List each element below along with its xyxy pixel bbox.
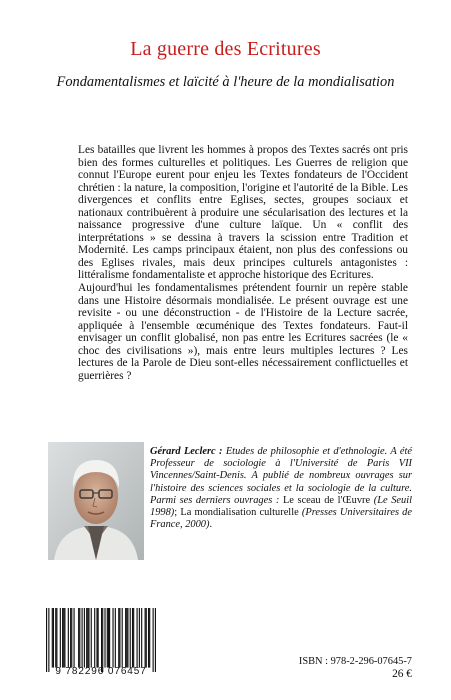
barcode-bar [130, 608, 131, 668]
isbn-barcode [46, 608, 156, 672]
barcode-bar [126, 608, 127, 668]
barcode-bar [64, 608, 65, 668]
barcode-bar [88, 608, 89, 668]
barcode-bar [125, 608, 126, 668]
author-bio-separator: ; [174, 507, 181, 519]
barcode-bar [60, 608, 61, 668]
barcode-bar [98, 608, 99, 668]
barcode-bar [122, 608, 123, 668]
barcode-bar [112, 608, 113, 668]
barcode-bar [87, 608, 88, 668]
barcode-bar [133, 608, 134, 668]
barcode-bar [127, 608, 128, 668]
barcode-bar [101, 608, 102, 672]
barcode-bar [145, 608, 146, 668]
barcode-bar [70, 608, 71, 668]
barcode-bar [139, 608, 140, 668]
barcode-bar [107, 608, 108, 668]
barcode-bar [86, 608, 87, 668]
barcode-bar [153, 608, 154, 672]
barcode-bar [118, 608, 119, 668]
barcode-bar [149, 608, 150, 668]
barcode-bar [108, 608, 109, 668]
barcode-bar [52, 608, 53, 668]
barcode-digits: 9 782296 076457 [55, 666, 147, 677]
author-biography [150, 446, 412, 531]
author-work-1-publisher: (Le Seuil 1998) [150, 494, 412, 519]
barcode-bar [102, 608, 103, 672]
barcode-bar [119, 608, 120, 668]
barcode-bar [94, 608, 95, 668]
barcode-bar [62, 608, 63, 668]
barcode-bar [46, 608, 47, 672]
barcode-bar [84, 608, 85, 668]
back-cover-summary [78, 144, 408, 382]
author-bio-end: . [209, 519, 213, 531]
author-work-2-publisher: (Presses Universitaires de France, 2000) [150, 507, 412, 531]
barcode-bar [104, 608, 105, 668]
barcode-bar [137, 608, 138, 668]
barcode-bar [82, 608, 83, 668]
barcode-bar [48, 608, 49, 672]
barcode-bar [132, 608, 133, 668]
author-portrait-image [48, 442, 144, 560]
barcode-bar [53, 608, 54, 668]
barcode-bar [74, 608, 75, 668]
barcode-bar [78, 608, 79, 668]
barcode-bar [148, 608, 149, 668]
author-photo [48, 442, 144, 560]
barcode-bar [68, 608, 69, 668]
book-title: La guerre des Ecritures [130, 38, 321, 60]
barcode-bar [141, 608, 142, 668]
barcode-bar [96, 608, 97, 668]
author-name: Gérard Leclerc : [150, 446, 223, 457]
barcode-bar [79, 608, 80, 668]
author-work-2: La mondialisation culturelle [180, 507, 299, 519]
isbn-number: ISBN : 978-2-296-07645-7 [298, 656, 412, 667]
barcode-bar [115, 608, 116, 668]
barcode-bar [109, 608, 110, 668]
barcode-bar [91, 608, 92, 668]
author-bio-text: Etudes de philosophie et d'ethnologie. A été Professeur de sociologie à l'Université de Paris VII Vincennes/Saint-Denis. A publié de nombreux ouvrages sur l'histoire des sciences sociales et la sociologie de la culture. Parmi ses derniers ouvrages : [150, 446, 412, 506]
book-price: 26 € [392, 668, 412, 680]
barcode-bar [155, 608, 156, 672]
barcode-bar [55, 608, 56, 668]
barcode-bar [56, 608, 57, 668]
barcode-bar [146, 608, 147, 668]
summary-paragraph-1: Les batailles que livrent les hommes à propos des Textes sacrés ont pris bien des formes culturelles et politiques. Les Guerres de religion que connut l'Europe eurent pour enjeu les Textes fondateurs de l'Occident chrétien : la nature, la composition, l'origine et l'autorité de la Bible. Les divergences et conflits entre Eglises, sectes, groupes sociaux et nationaux contribuèrent à produire une sécularisation des lectures et la naissance progressive d'une culture laïque. Un « conflit des interprétations » se dessina à travers la scission entre Tradition et Modernité. Les camps principaux étaient, non plus des confessions ou des Eglises rivales, mais deux principes culturels antagonistes : littéralisme fondamentaliste et approche historique des Ecritures. [78, 144, 408, 282]
barcode-bar [63, 608, 64, 668]
barcode-bar [71, 608, 72, 668]
book-subtitle: Fondamentalismes et laïcité à l'heure de la mondialisation [56, 74, 395, 90]
summary-paragraph-2: Aujourd'hui les fondamentalismes prétendent fournir un repère stable dans une Histoire désormais mondialisée. Le présent ouvrage est une revisite - ou une déconstruction - de l'Histoire de la Lecture sacrée, appliquée à l'ensemble œcuménique des Textes fondateurs. Faut-il envisager un conflit globalisé, non pas entre les Ecritures sacrées (le « choc des civilisations »), mais entre leurs multiples lectures ? Les lectures de la Parole de Dieu sont-elles nécessairement conflictuelles et guerrières ? [78, 282, 408, 382]
author-work-1: Le sceau de l'Œuvre [282, 494, 371, 506]
